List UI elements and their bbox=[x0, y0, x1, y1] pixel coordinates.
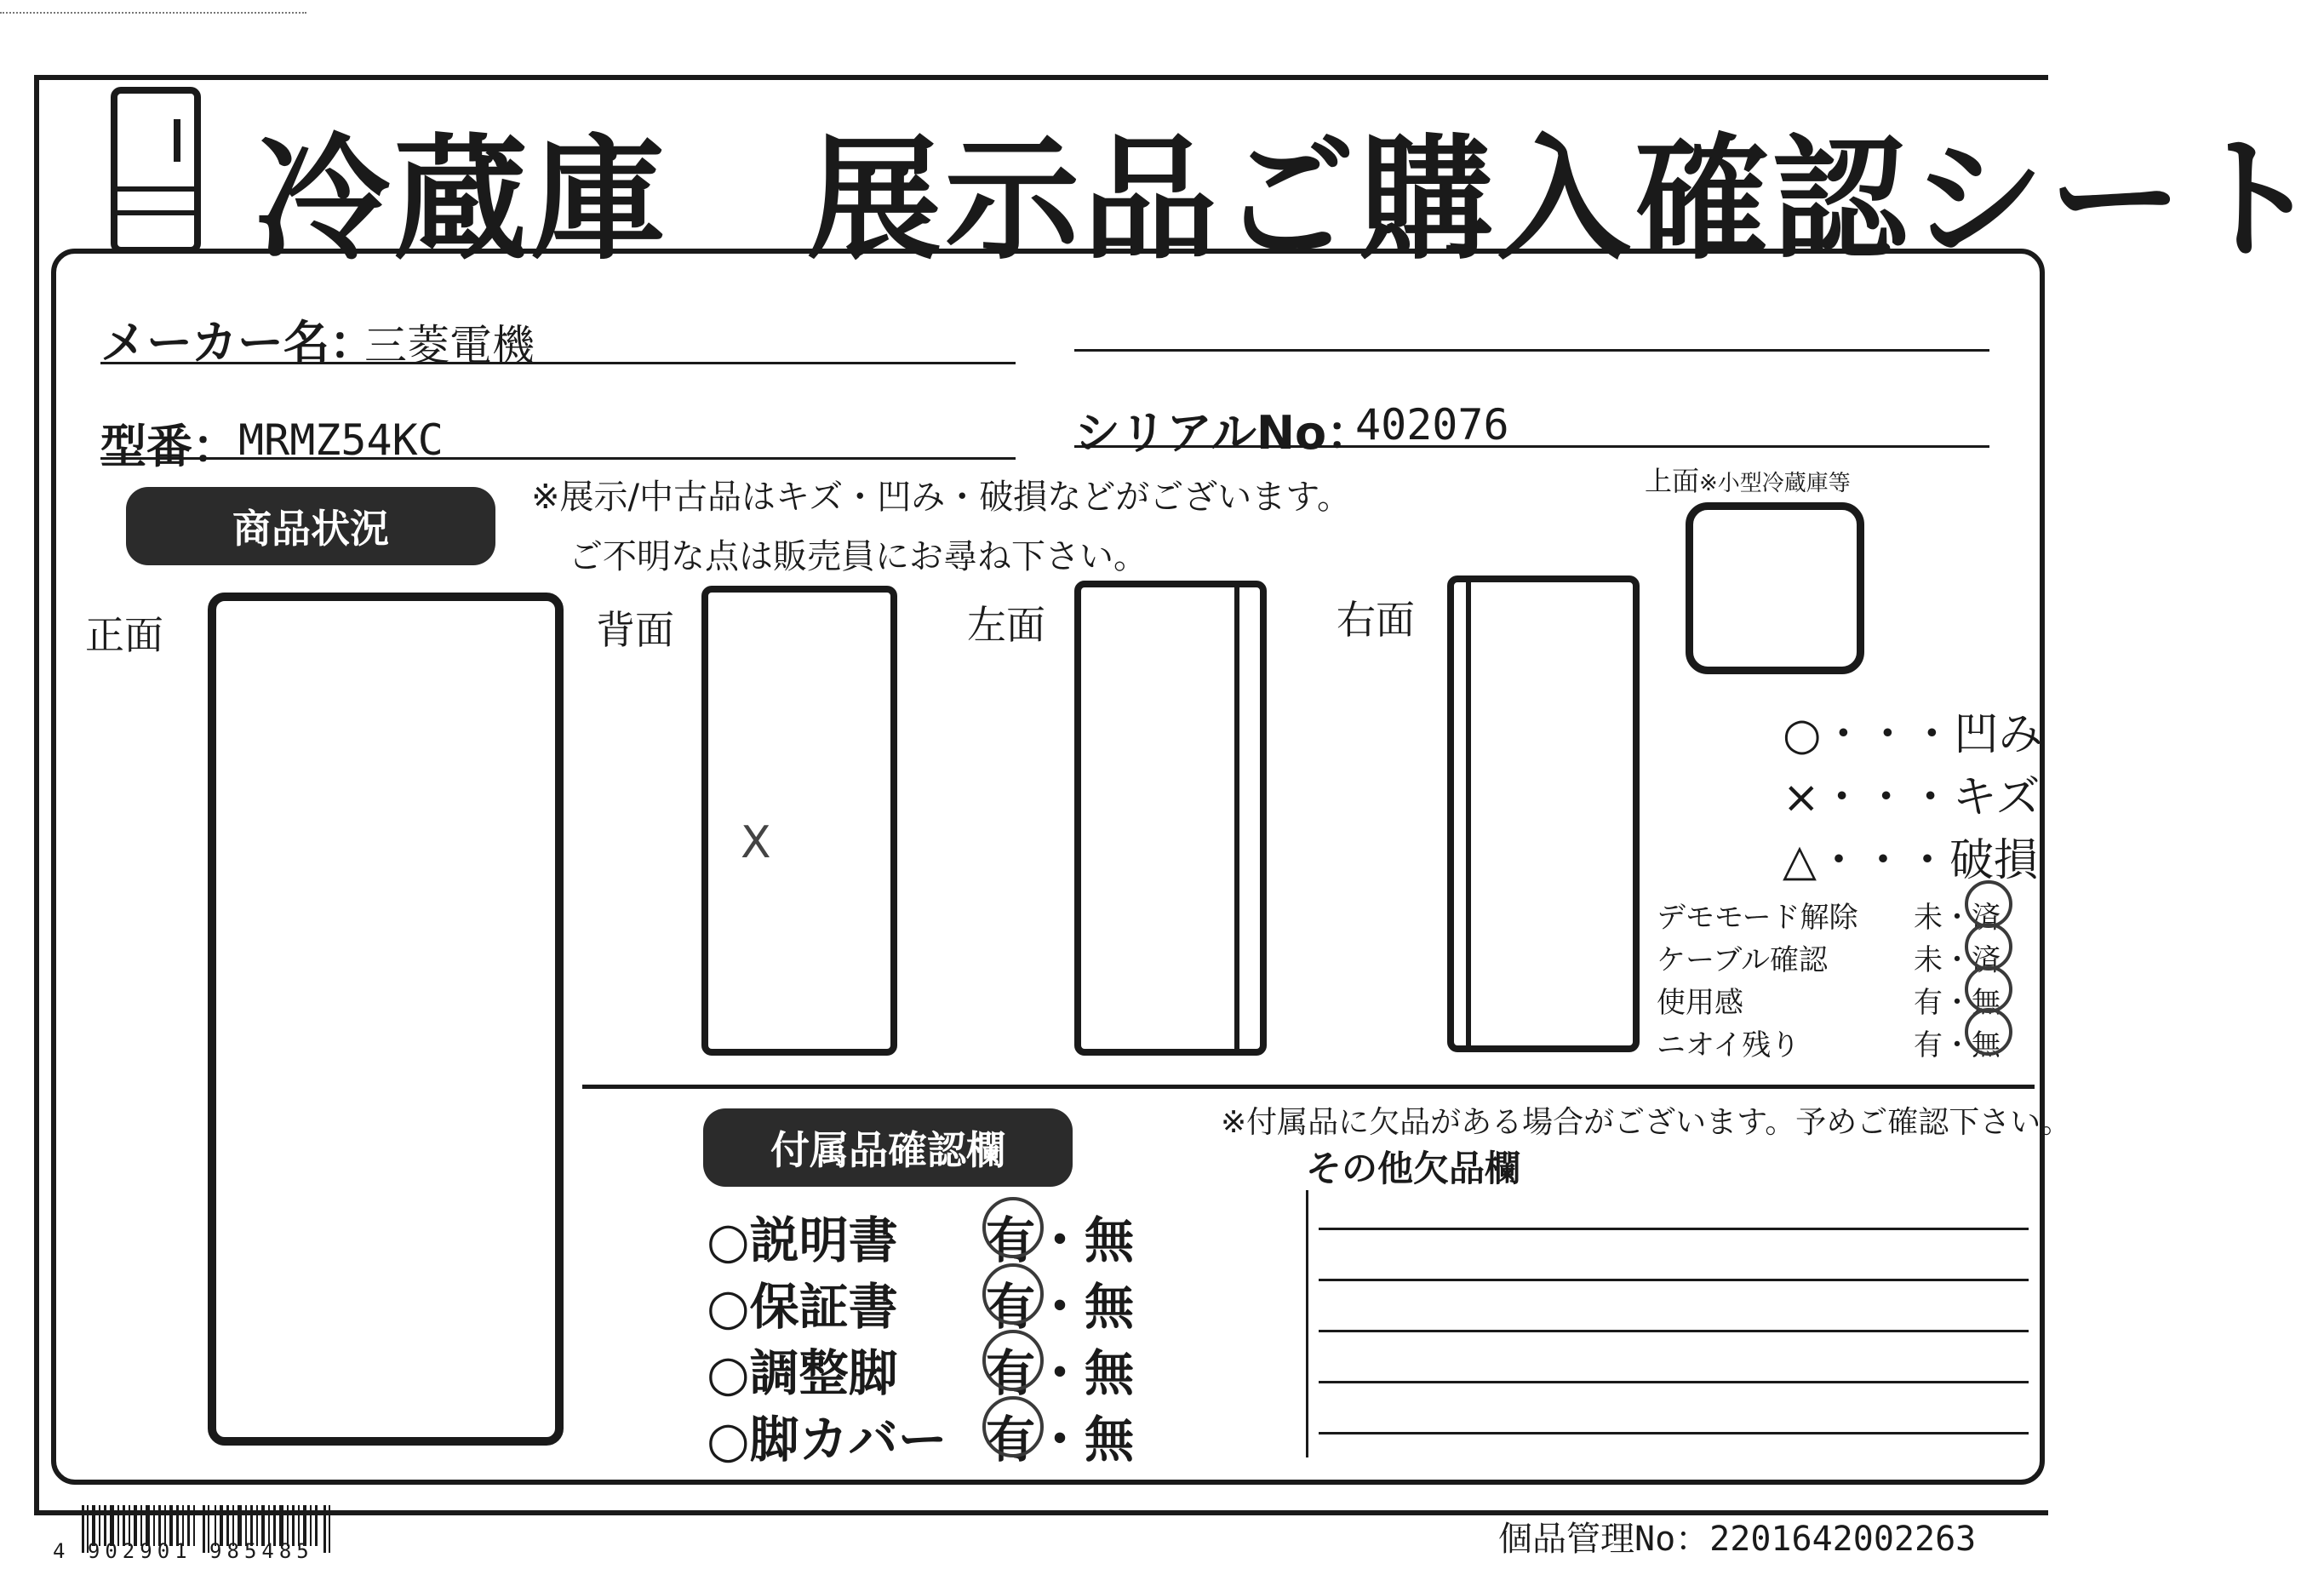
missing-items-area[interactable] bbox=[1306, 1190, 2037, 1457]
status-odor-opt1[interactable]: 有 bbox=[1914, 1028, 1943, 1062]
accessory-feet-opt1[interactable]: 有 bbox=[986, 1344, 1036, 1402]
accessory-manual-sep: ・ bbox=[1035, 1211, 1085, 1269]
scan-artifact-line bbox=[0, 12, 306, 14]
top-face-name: 上面 bbox=[1645, 465, 1700, 497]
condition-note-1: ※展示/中古品はキズ・凹み・破損などがございます。 bbox=[531, 478, 1351, 517]
status-demo-label: デモモード解除 bbox=[1657, 901, 1858, 935]
sheet-title: 冷蔵庫 展示品ご購入確認シート bbox=[255, 122, 2324, 278]
missing-line bbox=[1319, 1381, 2029, 1383]
right-face-door-edge bbox=[1466, 575, 1471, 1052]
accessory-feet-opt2[interactable]: 無 bbox=[1085, 1344, 1135, 1402]
control-number-label: 個品管理No： bbox=[1498, 1520, 1710, 1559]
accessories-heading: 付属品確認欄 bbox=[703, 1108, 1073, 1187]
refrigerator-icon bbox=[109, 85, 203, 255]
missing-line bbox=[1319, 1279, 2029, 1281]
accessory-feet-cover-opt1[interactable]: 有 bbox=[986, 1411, 1036, 1469]
accessory-manual-opt2[interactable]: 無 bbox=[1085, 1211, 1135, 1269]
section-separator bbox=[582, 1085, 2035, 1089]
legend-dent-dots: ・・・ bbox=[1821, 709, 1955, 760]
legend-dent-symbol: ○ bbox=[1783, 709, 1822, 760]
accessories-note: ※付属品に欠品がある場合がございます。予めご確認下さい。 bbox=[1221, 1105, 2072, 1140]
model-value: MRMZ54KC bbox=[238, 415, 444, 465]
accessory-warranty-opt2[interactable]: 無 bbox=[1085, 1278, 1135, 1336]
accessory-warranty-sep: ・ bbox=[1035, 1278, 1085, 1336]
top-face-note: ※小型冷蔵庫等 bbox=[1699, 471, 1851, 496]
status-demo-sep: ・ bbox=[1943, 901, 1972, 935]
status-cable-label: ケーブル確認 bbox=[1657, 943, 1828, 977]
legend-scratch-symbol: × bbox=[1783, 772, 1820, 823]
status-usage-label: 使用感 bbox=[1657, 986, 1743, 1020]
status-checklist bbox=[1657, 894, 2031, 1064]
status-usage-sep: ・ bbox=[1943, 986, 1972, 1020]
right-face-box[interactable] bbox=[1447, 575, 1640, 1052]
barcode-number: 4 902901 985485 bbox=[53, 1539, 314, 1563]
status-cable-sep: ・ bbox=[1943, 943, 1972, 977]
status-usage-opt2[interactable]: 無 bbox=[1972, 986, 2001, 1020]
front-face-label: 正面 bbox=[85, 612, 163, 658]
status-handwritten-circles bbox=[1960, 885, 2019, 1073]
status-demo-opt2[interactable]: 済 bbox=[1972, 901, 2001, 935]
accessory-manual-label: ○説明書 bbox=[707, 1211, 898, 1269]
accessory-warranty-label: ○保証書 bbox=[707, 1278, 898, 1336]
accessory-warranty-opt1[interactable]: 有 bbox=[986, 1278, 1036, 1336]
maker-underline bbox=[100, 362, 1016, 364]
legend-scratch bbox=[1783, 761, 2041, 825]
back-damage-mark: X bbox=[741, 817, 771, 868]
accessory-feet-cover-opt2[interactable]: 無 bbox=[1085, 1411, 1135, 1469]
status-cable-opt1[interactable]: 未 bbox=[1914, 943, 1943, 977]
control-number bbox=[1498, 1512, 1976, 1560]
front-face-box[interactable] bbox=[208, 593, 564, 1446]
top-face-box[interactable] bbox=[1686, 502, 1864, 674]
model-underline bbox=[100, 457, 1016, 460]
legend-damage-symbol: △ bbox=[1783, 835, 1817, 886]
legend-dent bbox=[1783, 698, 2042, 762]
back-face-box[interactable] bbox=[701, 586, 897, 1056]
maker-value: 三菱電機 bbox=[364, 321, 535, 370]
status-odor-label: ニオイ残り bbox=[1657, 1028, 1800, 1062]
maker-label: メーカー名： bbox=[100, 316, 375, 369]
status-usage-opt1[interactable]: 有 bbox=[1914, 986, 1943, 1020]
serial-value: 402076 bbox=[1355, 400, 1509, 450]
left-face-label: 左面 bbox=[967, 602, 1045, 648]
serial-label: シリアルNo： bbox=[1074, 406, 1373, 460]
back-face-label: 背面 bbox=[596, 607, 674, 653]
legend-dent-meaning: 凹み bbox=[1954, 709, 2043, 760]
blank-underline bbox=[1074, 349, 1989, 352]
status-odor-opt2[interactable]: 無 bbox=[1972, 1028, 2001, 1062]
status-odor-sep: ・ bbox=[1943, 1028, 1972, 1062]
condition-heading: 商品状況 bbox=[126, 487, 495, 565]
condition-note-2: ご不明な点は販売員にお尋ね下さい。 bbox=[569, 537, 1148, 576]
legend-damage bbox=[1783, 824, 2038, 888]
top-face-label bbox=[1645, 460, 1851, 499]
control-number-value: 2201642002263 bbox=[1709, 1520, 1977, 1559]
legend-scratch-dots: ・・・ bbox=[1819, 772, 1953, 823]
accessories-list bbox=[707, 1200, 1183, 1473]
missing-line bbox=[1319, 1432, 2029, 1434]
accessory-handwritten-circles bbox=[977, 1194, 1054, 1466]
accessory-feet-label: ○調整脚 bbox=[707, 1344, 898, 1402]
accessory-feet-cover-label: ○脚カバー bbox=[707, 1411, 947, 1469]
accessory-feet-cover-sep: ・ bbox=[1035, 1411, 1085, 1469]
legend-damage-meaning: 破損 bbox=[1949, 835, 2039, 886]
missing-items-heading: その他欠品欄 bbox=[1306, 1148, 1521, 1189]
status-cable-opt2[interactable]: 済 bbox=[1972, 943, 2001, 977]
missing-line bbox=[1319, 1330, 2029, 1332]
serial-underline bbox=[1074, 445, 1989, 448]
accessory-feet-sep: ・ bbox=[1035, 1344, 1085, 1402]
legend-scratch-meaning: キズ bbox=[1952, 772, 2041, 823]
right-face-label: 右面 bbox=[1337, 597, 1415, 643]
left-face-door-edge bbox=[1234, 581, 1239, 1056]
status-demo-opt1[interactable]: 未 bbox=[1914, 901, 1943, 935]
missing-line bbox=[1319, 1228, 2029, 1230]
legend-damage-dots: ・・・ bbox=[1817, 835, 1950, 886]
accessory-manual-opt1[interactable]: 有 bbox=[986, 1211, 1036, 1269]
model-label: 型番： bbox=[100, 420, 238, 473]
